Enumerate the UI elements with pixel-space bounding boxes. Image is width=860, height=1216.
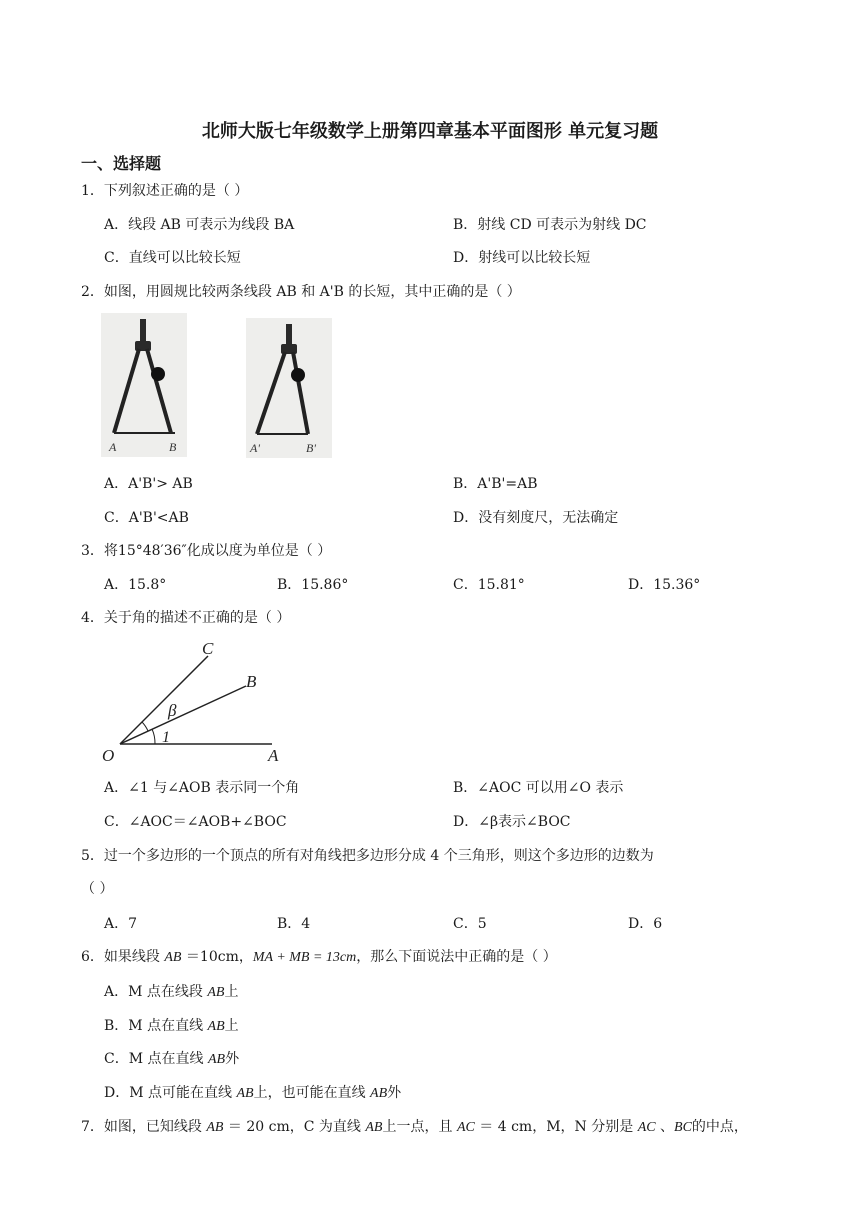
question-5-option-d: D．6 [628,916,663,932]
question-3-option-a: A．15.8° [104,577,167,593]
question-1-option-b: B．射线 CD 可表示为射线 DC [453,217,647,233]
question-1-option-c: C．直线可以比较长短 [104,250,241,266]
question-5-stem: 5．过一个多边形的一个顶点的所有对角线把多边形分成 4 个三角形，则这个多边形的边数为 [81,848,654,864]
question-6-option-b: B．M 点在直线 AB上 [104,1018,239,1034]
question-5-option-c: C．5 [453,916,487,932]
question-4-stem: 4．关于角的描述不正确的是（ ） [81,610,291,626]
point-a-label: A [268,746,279,765]
vertex-o-label: O [102,746,115,765]
angle-1-label: 1 [162,729,170,746]
question-6-option-d: D．M 点可能在直线 AB上，也可能在直线 AB外 [104,1085,402,1101]
question-5-option-a: A．7 [104,916,138,932]
question-1-stem: 1．下列叙述正确的是（ ） [81,183,249,199]
question-4-option-a: A．∠1 与∠AOB 表示同一个角 [104,780,300,796]
question-2-option-d: D．没有刻度尺，无法确定 [453,510,619,526]
question-2-option-a: A．A'B'> AB [104,476,193,492]
question-4-option-b: B．∠AOC 可以用∠O 表示 [453,780,624,796]
question-3-option-c: C．15.81° [453,577,525,593]
compass-figure-left [101,313,187,457]
question-4-option-d: D．∠β表示∠BOC [453,814,571,830]
question-6-stem: 6．如果线段 AB ＝10cm，MA + MB = 13cm，那么下面说法中正确的是（ ） [81,949,557,965]
question-2-option-c: C．A'B'<AB [104,510,189,526]
question-2-option-b: B．A'B'=AB [453,476,538,492]
question-1-option-d: D．射线可以比较长短 [453,250,591,266]
point-a-label: A [109,440,117,454]
question-5-stem-cont: （ ） [81,881,114,897]
question-7-stem: 7．如图，已知线段 AB ＝ 20 cm，C 为直线 AB上一点，且 AC ＝ 4 cm，M，N 分别是 AC 、BC的中点， [81,1119,748,1135]
question-5-option-b: B．4 [277,916,311,932]
point-b-prime-label: B' [306,441,316,455]
question-6-option-a: A．M 点在线段 AB上 [104,984,239,1000]
question-4-option-c: C．∠AOC＝∠AOB+∠BOC [104,814,287,830]
question-3-option-d: D．15.36° [628,577,701,593]
page-title: 北师大版七年级数学上册第四章基本平面图形 单元复习题 [201,121,659,142]
question-6-option-c: C．M 点在直线 AB外 [104,1051,240,1067]
point-c-label: C [202,639,214,658]
angle-figure [100,636,300,768]
question-3-stem: 3．将15°48′36″化成以度为单位是（ ） [81,543,332,559]
point-a-prime-label: A' [250,441,260,455]
point-b-label: B [169,440,177,454]
section-heading: 一、选择题 [81,154,162,173]
question-1-option-a: A．线段 AB 可表示为线段 BA [104,217,295,233]
question-2-stem: 2．如图，用圆规比较两条线段 AB 和 A'B 的长短，其中正确的是（ ） [81,284,521,300]
question-3-option-b: B．15.86° [277,577,349,593]
compass-figure-right [246,318,332,458]
beta-label: β [168,701,177,720]
point-b-label: B [246,672,257,691]
